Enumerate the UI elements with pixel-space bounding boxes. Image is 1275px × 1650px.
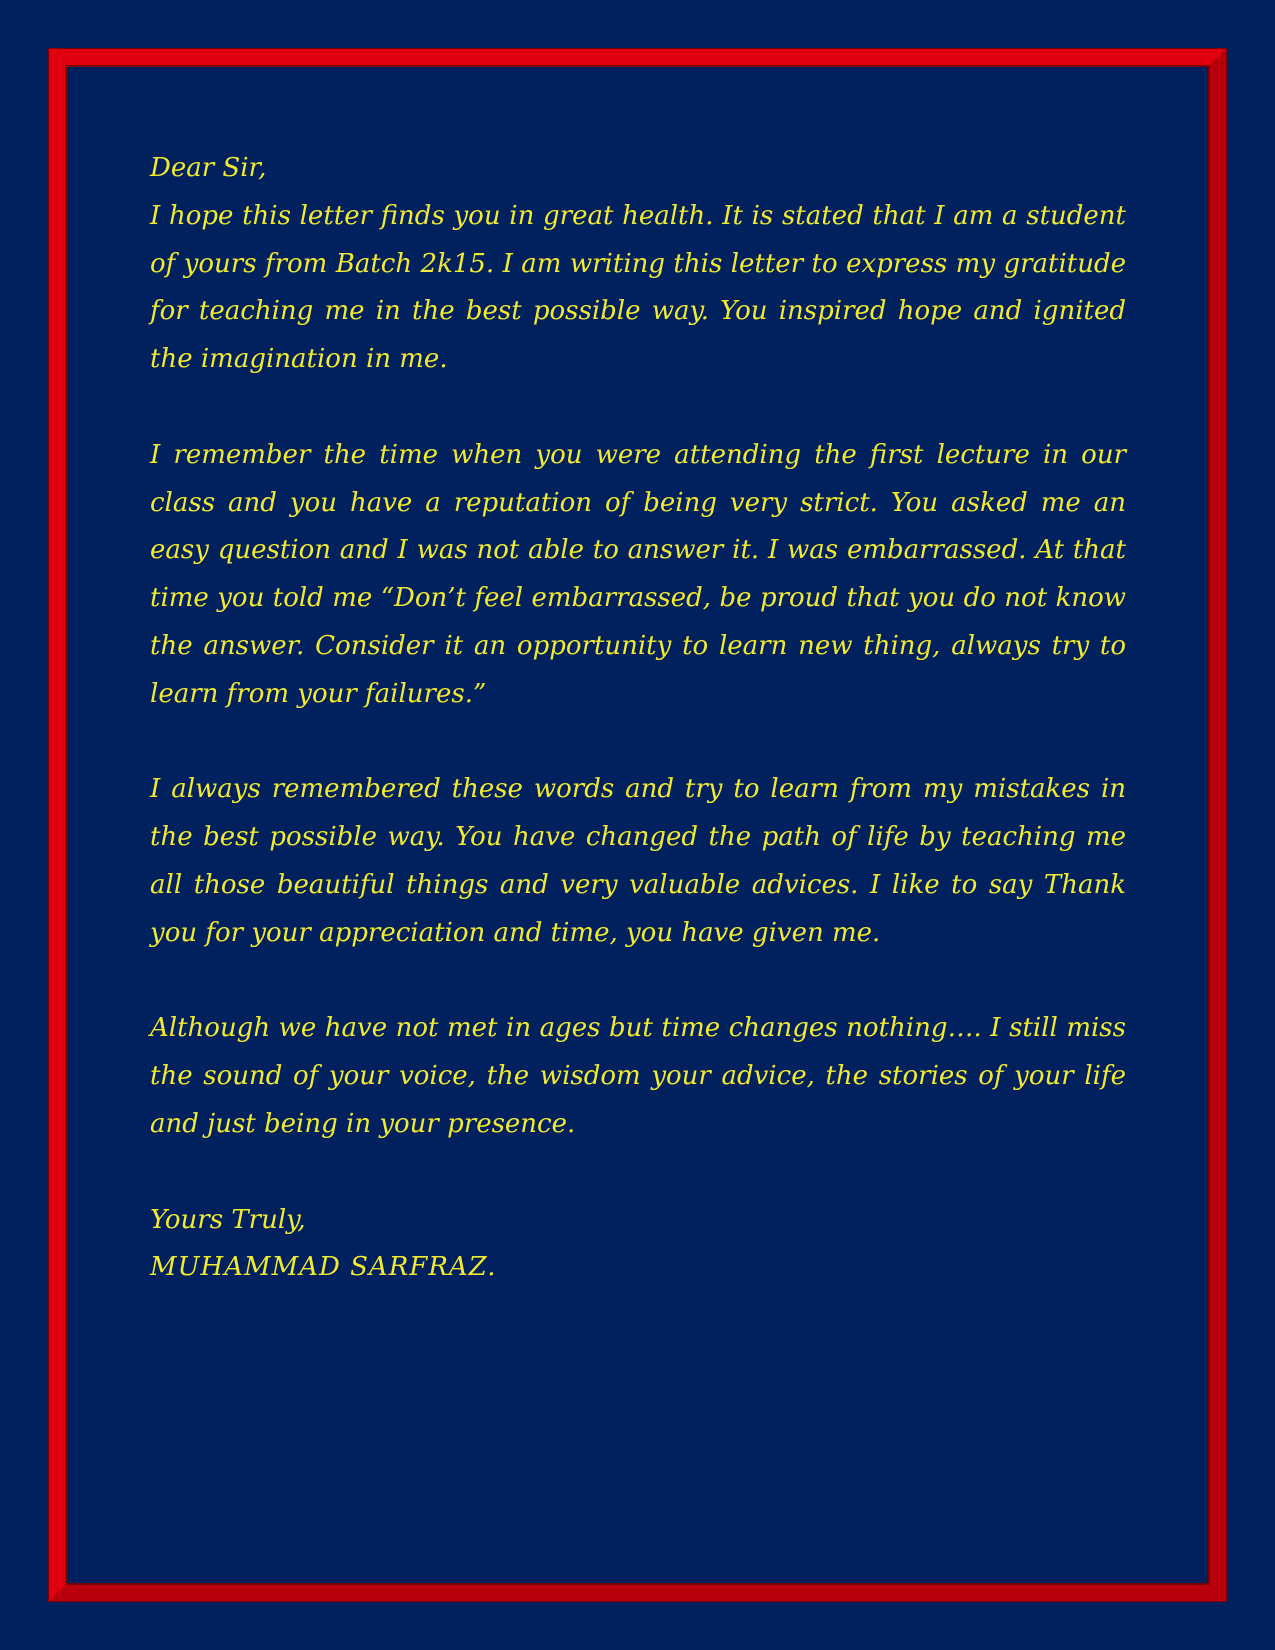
paragraph-1: I hope this letter finds you in great health. It is stated that I am a student of yours from Batch 2k15. I am writing this letter to express my gratitude for teaching me in the best possible way. You inspired hope and ignited the imagination in me. — [150, 200, 1126, 375]
paragraph-4: Although we have not met in ages but time changes nothing…. I still miss the sound of your voice, the wisdom your advice, the stories of your life and just being in your presence. — [150, 1013, 1126, 1139]
paragraph-3: I always remembered these words and try to learn from my mistakes in the best possible way. You have changed the path of life by teaching me all those beautiful things and very valuable advices. I like to say Thank you for your appreciation and time, you have given me. — [150, 774, 1126, 948]
salutation: Dear Sir, — [150, 153, 267, 183]
signature: MUHAMMAD SARFRAZ. — [150, 1252, 497, 1283]
closing: Yours Truly, — [150, 1204, 306, 1235]
letter-body — [150, 145, 1126, 1292]
paragraph-2: I remember the time when you were attending the first lecture in our class and you have a reputation of being very strict. You asked me an easy question and I was not able to answer it. I was embarrassed. At that time you told me “Don’t feel embarrassed, be proud that you do not know the answer. Consider it an opportunity to learn new thing, always try to learn from your failures.” — [150, 439, 1126, 709]
